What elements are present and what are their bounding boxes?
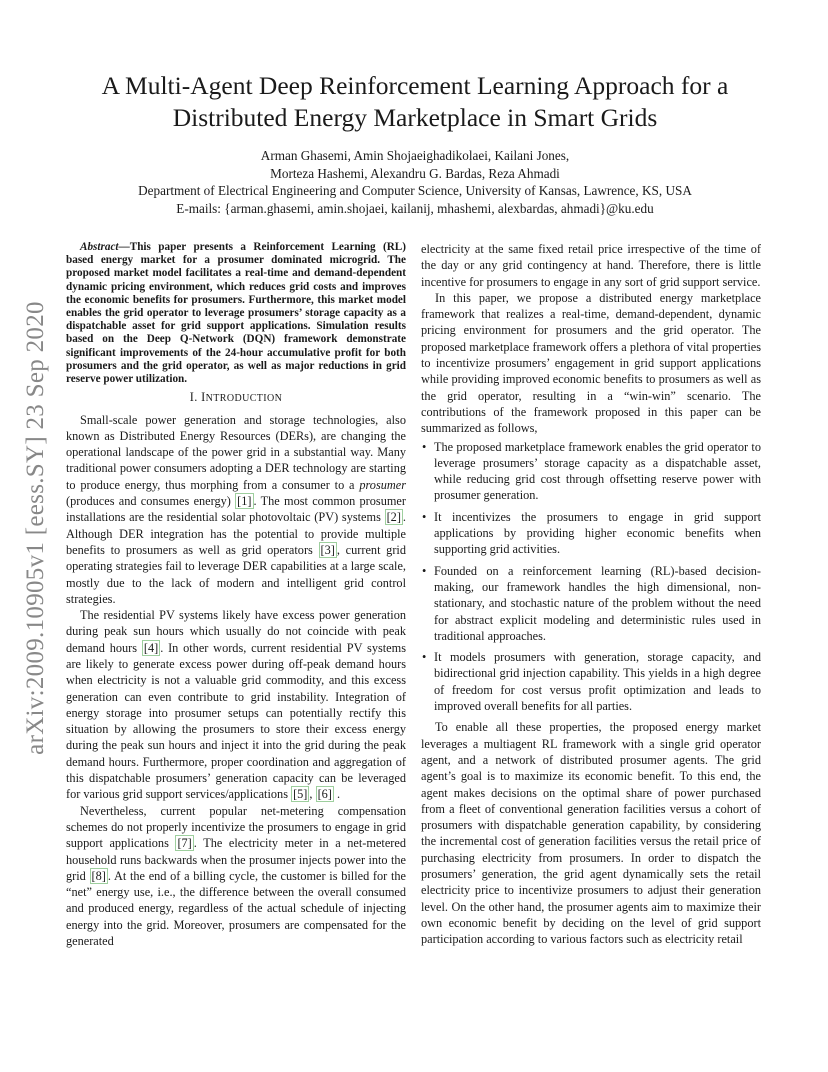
left-column <box>66 241 406 949</box>
authors-line-2: Morteza Hashemi, Alexandru G. Bardas, Reza Ahmadi <box>270 165 560 181</box>
abstract <box>66 241 406 386</box>
contribution-item: • The proposed marketplace framework enables the grid operator to leverage prosumers’ storage capacity as a dispatchable asset, while reducing grid cost through offsetting reserve power with prosumer generation. <box>421 439 761 504</box>
citation-4[interactable]: [4] <box>143 640 159 655</box>
contributions-list <box>421 439 761 715</box>
this-paper-paragraph: In this paper, we propose a distributed energy marketplace framework that realizes a real-time, demand-dependent, dynamic pricing environment for prosumers and the grid operator. The proposed marketplace framework offers a plethora of vital properties to incentivize prosumers’ engagement in grid support applications while providing improved economic benefits to prosumers as well as the grid operator, resulting in a “win-win” scenario. The contributions of the framework proposed in this paper can be summarized as follows, <box>421 290 761 436</box>
paper-title <box>60 70 770 134</box>
intro-paragraph-3: Nevertheless, current popular net-metering compensation schemes do not properly incentivize the prosumers to engage in grid support applications [7] . The electricity meter in a net-metered household runs backwards when the prosumer injects power into the grid [8] . At the end of a billing cycle, the customer is billed for the “net” energy use, i.e., the difference between the overall consumed and produced energy, regardless of the actual schedule of injecting energy into the grid. Moreover, prosumers are compensated for the generated <box>66 803 406 949</box>
section-number: I. I <box>189 390 206 405</box>
citation-3[interactable]: [3] <box>320 542 335 557</box>
section-heading-introduction <box>66 389 406 407</box>
title-line-1: A Multi-Agent Deep Reinforcement Learning Approach for a <box>101 71 729 100</box>
contribution-item: • Founded on a reinforcement learning (RL)-based decision-making, our framework handles the high dimensional, non-stationary, and stochastic nature of the problem without the need for abstract explicit modeling and deterministic rules used in traditional approaches. <box>421 563 761 644</box>
citation-8[interactable]: [8] <box>91 868 106 883</box>
authors-line-1: Arman Ghasemi, Amin Shojaeighadikolaei, Kailani Jones, <box>260 148 570 163</box>
contribution-item: • It incentivizes the prosumers to engage in grid support applications by providing higher economic benefits when supporting grid activities. <box>421 509 761 558</box>
title-line-2: Distributed Energy Marketplace in Smart Grids <box>172 103 658 132</box>
intro-paragraph-2: The residential PV systems likely have excess power generation during peak sun hours which usually do not coincide with peak demand hours [4] . In other words, current residential PV systems are likely to generate excess power during off-peak demand hours when electricity is not a valuable grid commodity, and this excess generation can even contribute to grid instability. Integration of energy storage into prosumer setups can potentially rectify this situation by allowing the prosumers to store their excess energy during the peak sun hours and inject it into the grid during the peak demand hours. Furthermore, proper coordination and aggregation of this dispatchable prosumers’ generation capacity can be leveraged for various grid support services/applications [5] , [6] . <box>66 608 406 802</box>
intro-paragraph-3-continued: electricity at the same fixed retail price irrespective of the time of the day or any grid contingency at hand. Therefore, there is little incentive for prosumers to engage in any sort of grid support service. <box>421 242 761 289</box>
citation-6[interactable]: [6] <box>317 787 332 802</box>
abstract-text: —This paper presents a Reinforcement Learning (RL) based energy market for a prosumer dominated microgrid. The proposed market model facilitates a real-time and demand-dependent dynamic pricing environment, which reduces grid costs and improves the economic benefits for prosumers. Furthermore, this market model enables the grid operator to leverage prosumers’ storage capacity as a dispatchable asset for grid support applications. Simulation results based on the Deep Q-Network (DQN) framework demonstrate significant improvements of the 24-hour accumulative profit for both prosumers and the grid operator, as well as major reductions in grid reserve power utilization. <box>66 241 406 386</box>
citation-2[interactable]: [2] <box>386 510 401 525</box>
emails: E-mails: {arman.ghasemi, amin.shojaei, kailanij, mhashemi, alexbardas, ahmadi}@ku.edu <box>176 200 654 216</box>
contribution-item: • It models prosumers with generation, storage capacity, and bidirectional grid injection capability. This yields in a high degree of freedom for cost versus profit optimization and leads to improved overall benefits for all parties. <box>421 649 761 714</box>
prosumer-emphasis: prosumer <box>359 477 406 492</box>
citation-5[interactable]: [5] <box>293 787 308 802</box>
citation-7[interactable]: [7] <box>177 836 192 851</box>
author-block <box>60 147 770 217</box>
section-title-rest: NTRODUCTION <box>205 393 283 405</box>
citation-1[interactable]: [1] <box>237 494 252 509</box>
affiliation: Department of Electrical Engineering and Computer Science, University of Kansas, Lawrence, KS, USA <box>138 183 692 198</box>
enable-properties-paragraph: To enable all these properties, the proposed energy market leverages a multiagent RL framework with a single grid operator agent, and a network of distributed prosumer agents. The grid agent’s goal is to maximize its economic benefit. To this end, the agent makes decisions on the optimal share of power purchased from a fleet of conventional generation facilities versus a cohort of prosumers with dispatchable generation capability, by considering the incremental cost of generation facilities versus the retail price of purchasing electricity from prosumers. In order to dispatch the prosumers’ generation, the grid agent dynamically sets the retail electricity price to incentivize prosumers to adjust their generation level. On the other hand, the prosumer agents aim to maximize their own economic benefit by deciding on the level of grid support participation according to various factors such as electricity retail <box>421 720 761 947</box>
arxiv-id-text: arXiv:2009.10905v1 [eess.SY] 23 Sep 2020 <box>22 301 50 755</box>
arxiv-side-identifier <box>8 278 64 778</box>
intro-paragraph-1: Small-scale power generation and storage technologies, also known as Distributed Energy Resources (DERs), are changing the operational landscape of the power grid in a substantial way. Many traditional power consumers adopting a DER technology are starting to produce energy, thus morphing from a consumer to a prosumer (produces and consumes energy) [1] . The most common prosumer installations are the residential solar photovoltaic (PV) systems [2] . Although DER integration has the potential to provide multiple benefits to prosumers as well as grid operators [3] , current grid operating strategies fail to leverage DER capabilities at a large scale, mostly due to the lack of modern and intelligent grid control strategies. <box>66 412 406 606</box>
right-column <box>421 241 761 947</box>
abstract-label: Abstract <box>80 241 119 253</box>
